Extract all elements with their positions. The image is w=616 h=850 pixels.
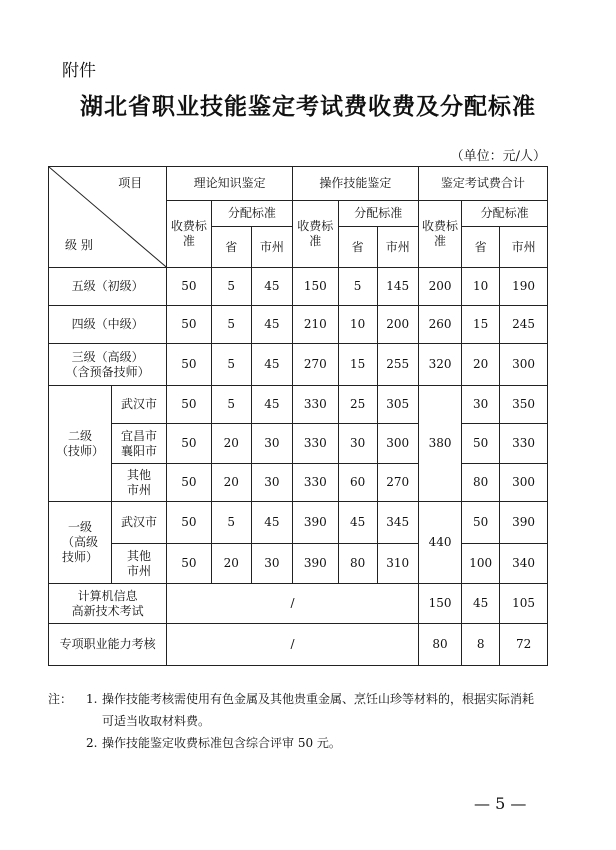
cell: 150: [418, 584, 461, 624]
cell: 20: [211, 544, 251, 584]
sub-label: 武汉市: [111, 502, 166, 544]
table-row: [49, 268, 548, 306]
cell: 330: [293, 464, 339, 502]
cell: 80: [338, 544, 377, 584]
cell: 345: [377, 502, 418, 544]
cell: 45: [338, 502, 377, 544]
document-title: 湖北省职业技能鉴定考试费收费及分配标准: [80, 93, 536, 120]
header-theory-province: 省: [211, 227, 251, 268]
row-label: 五级（初级）: [49, 268, 167, 306]
notes-spacer: [48, 732, 86, 754]
notes-prefix: 注：: [48, 692, 73, 706]
cell: 20: [462, 344, 500, 386]
header-total: 鉴定考试费合计: [418, 167, 547, 201]
table-row: [49, 344, 548, 386]
cell: 5: [211, 344, 251, 386]
cell: 300: [500, 344, 548, 386]
group-label: [49, 386, 112, 502]
cell: 350: [500, 386, 548, 424]
note-text: [102, 688, 568, 732]
note-2: [48, 732, 568, 754]
sub-label-line1: 其他: [127, 467, 152, 482]
row-label: 四级（中级）: [49, 306, 167, 344]
header-theory: 理论知识鉴定: [167, 167, 293, 201]
table-row: [49, 386, 548, 424]
cell: 300: [500, 464, 548, 502]
header-total-charge: 收费标准: [418, 201, 461, 268]
header-total-province: 省: [462, 227, 500, 268]
header-total-city: 市州: [500, 227, 548, 268]
cell: 50: [462, 424, 500, 464]
table-row: [49, 306, 548, 344]
table-row: [49, 544, 548, 584]
group-label-line2: （高级: [61, 535, 98, 549]
merged-total-charge: 440: [418, 502, 461, 584]
cell: 390: [293, 502, 339, 544]
cell: 5: [211, 502, 251, 544]
cell: 105: [500, 584, 548, 624]
cell: 30: [251, 424, 292, 464]
table-row: [49, 624, 548, 666]
cell: 390: [293, 544, 339, 584]
header-operation: 操作技能鉴定: [293, 167, 419, 201]
sub-label-line2: 市州: [127, 482, 152, 497]
group-label-line3: 技师）: [61, 550, 98, 564]
cell: 60: [338, 464, 377, 502]
cell: 50: [167, 464, 211, 502]
cell: 80: [462, 464, 500, 502]
header-corner: [49, 167, 167, 268]
cell: 390: [500, 502, 548, 544]
header-total-distribution: 分配标准: [462, 201, 548, 227]
cell: 310: [377, 544, 418, 584]
cell: 20: [211, 424, 251, 464]
row-label-line2: 高新技术考试: [71, 603, 144, 618]
cell: 30: [251, 464, 292, 502]
cell: 50: [462, 502, 500, 544]
cell: 50: [167, 544, 211, 584]
row-label-line1: 计算机信息: [77, 588, 138, 603]
table-row: [49, 424, 548, 464]
cell: 45: [251, 344, 292, 386]
sub-label-line1: 其他: [127, 548, 152, 563]
cell: 305: [377, 386, 418, 424]
row-label-line1: 三级（高级）: [71, 349, 144, 364]
cell: 45: [251, 268, 292, 306]
group-label: [49, 502, 112, 584]
group-label-line1: 二级: [67, 428, 92, 443]
cell: 80: [418, 624, 461, 666]
note-1-line2: 可适当收取材料费。: [102, 714, 211, 728]
note-1: [48, 688, 568, 732]
header-theory-charge: 收费标准: [167, 201, 211, 268]
fee-table: [48, 166, 548, 666]
page-number: — 5 —: [474, 794, 527, 813]
cell: 100: [462, 544, 500, 584]
header-operation-province: 省: [338, 227, 377, 268]
cell: 30: [338, 424, 377, 464]
cell: 320: [418, 344, 461, 386]
merged-total-charge: 380: [418, 386, 461, 502]
cell: 270: [293, 344, 339, 386]
cell: 145: [377, 268, 418, 306]
cell: 5: [211, 386, 251, 424]
cell: 20: [211, 464, 251, 502]
attachment-label: 附件: [62, 61, 96, 81]
cell: 330: [293, 424, 339, 464]
sub-label-line2: 市州: [127, 563, 152, 578]
group-label-line2: （技师）: [55, 443, 104, 458]
sub-label: [111, 544, 166, 584]
cell: 10: [462, 268, 500, 306]
cell: 300: [377, 424, 418, 464]
header-operation-city: 市州: [377, 227, 418, 268]
cell: 330: [500, 424, 548, 464]
row-label: [49, 584, 167, 624]
row-label-line2: （含预备技师）: [65, 364, 150, 379]
cell: 10: [338, 306, 377, 344]
cell: 190: [500, 268, 548, 306]
table-row: [49, 584, 548, 624]
cell: 245: [500, 306, 548, 344]
cell: 15: [338, 344, 377, 386]
row-label: [49, 344, 167, 386]
cell: 15: [462, 306, 500, 344]
header-item: 项目: [118, 176, 143, 190]
cell: 200: [377, 306, 418, 344]
note-text: 操作技能鉴定收费标准包含综合评审 50 元。: [102, 736, 341, 750]
note-1-line1: 操作技能考核需使用有色金属及其他贵重金属、烹饪山珍等材料的，根据实际消耗: [102, 692, 535, 706]
sub-label: 武汉市: [111, 386, 166, 424]
cell: 45: [462, 584, 500, 624]
header-operation-charge: 收费标准: [293, 201, 339, 268]
unit-note: （单位：元/人）: [450, 149, 546, 164]
header-theory-distribution: 分配标准: [211, 201, 292, 227]
header-theory-city: 市州: [251, 227, 292, 268]
notes: [48, 688, 568, 754]
not-applicable-cell: /: [167, 624, 419, 666]
sub-label: [111, 424, 166, 464]
cell: 340: [500, 544, 548, 584]
cell: 25: [338, 386, 377, 424]
cell: 5: [211, 268, 251, 306]
cell: 150: [293, 268, 339, 306]
table-row: [49, 502, 548, 544]
cell: 260: [418, 306, 461, 344]
cell: 50: [167, 306, 211, 344]
cell: 30: [251, 544, 292, 584]
sub-label-line2: 襄阳市: [121, 443, 158, 458]
cell: 330: [293, 386, 339, 424]
group-label-line1: 一级: [67, 520, 92, 534]
cell: 45: [251, 386, 292, 424]
cell: 210: [293, 306, 339, 344]
row-label: 专项职业能力考核: [49, 624, 167, 666]
cell: 30: [462, 386, 500, 424]
cell: 50: [167, 424, 211, 464]
cell: 72: [500, 624, 548, 666]
cell: 45: [251, 306, 292, 344]
header-level: 级 别: [65, 238, 93, 252]
note-number: 2.: [86, 736, 98, 750]
cell: 5: [338, 268, 377, 306]
cell: 270: [377, 464, 418, 502]
cell: 50: [167, 344, 211, 386]
cell: 200: [418, 268, 461, 306]
not-applicable-cell: /: [167, 584, 419, 624]
sub-label: [111, 464, 166, 502]
cell: 45: [251, 502, 292, 544]
cell: 50: [167, 268, 211, 306]
sub-label-line1: 宜昌市: [121, 428, 158, 443]
table-row: [49, 464, 548, 502]
cell: 8: [462, 624, 500, 666]
header-operation-distribution: 分配标准: [338, 201, 418, 227]
cell: 5: [211, 306, 251, 344]
cell: 50: [167, 502, 211, 544]
note-number: 1.: [86, 692, 98, 706]
cell: 50: [167, 386, 211, 424]
cell: 255: [377, 344, 418, 386]
